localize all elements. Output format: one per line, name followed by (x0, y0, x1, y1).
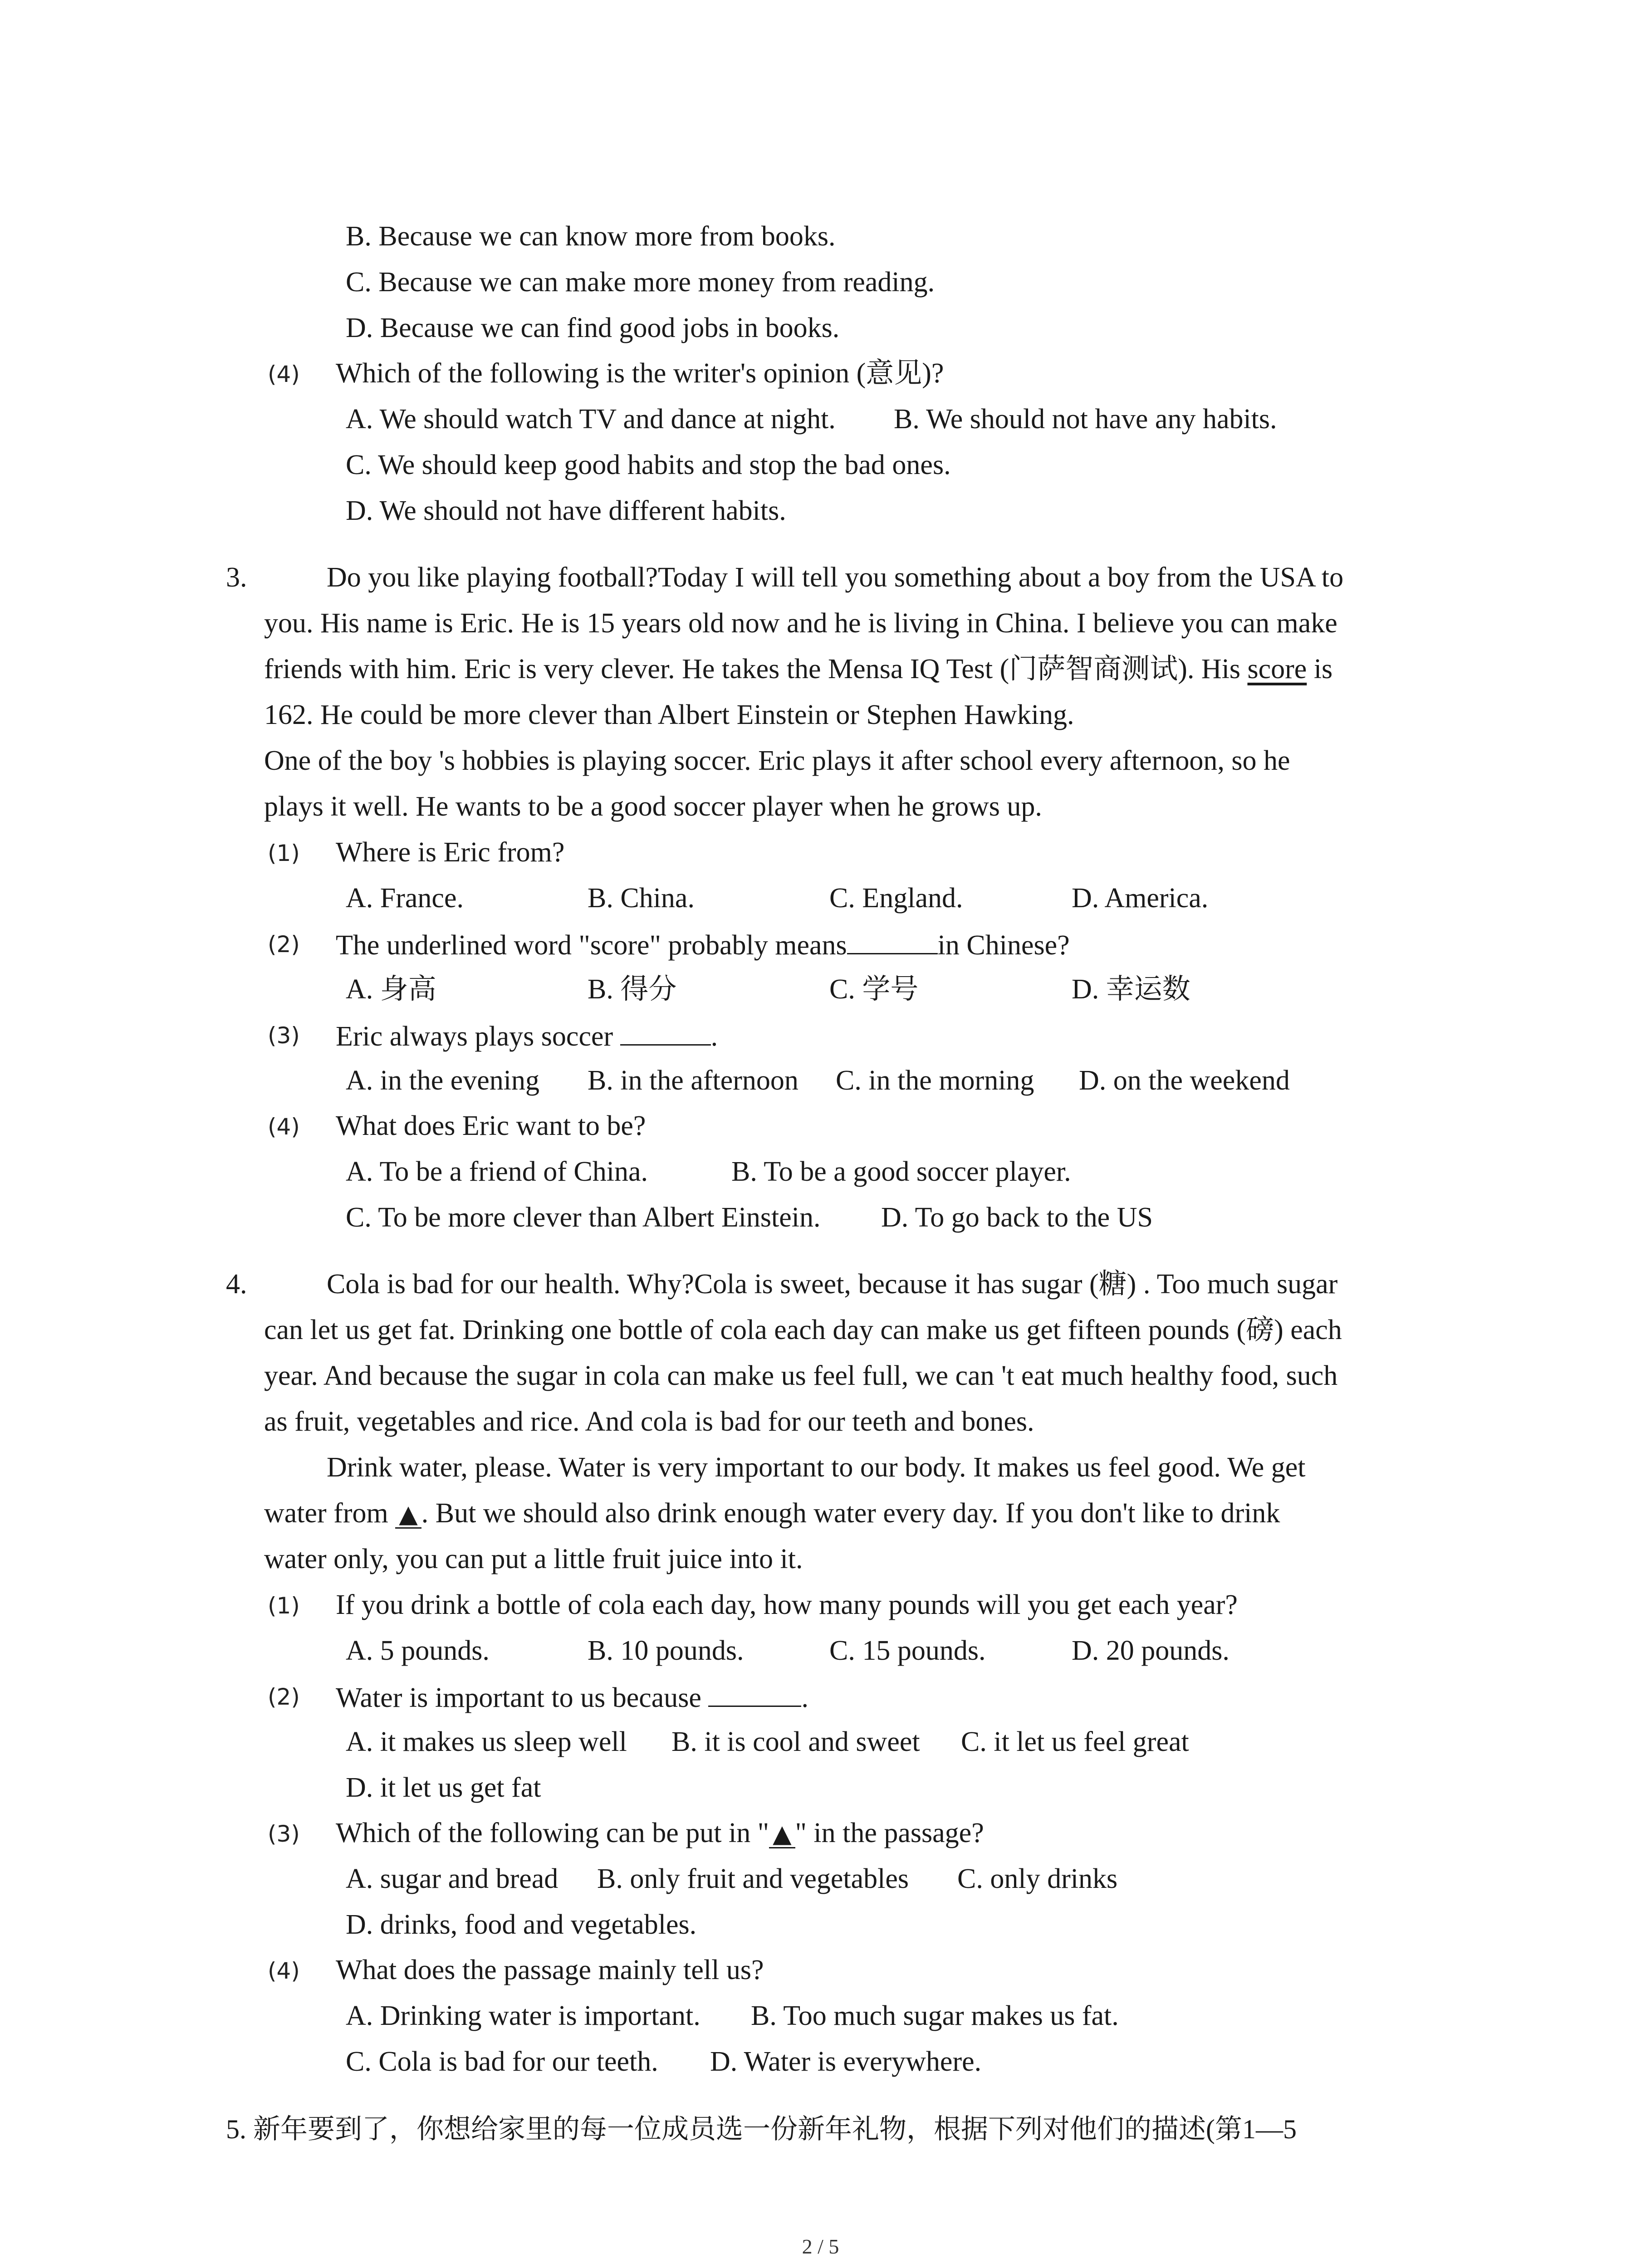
passage-4-number: 4. (226, 1269, 247, 1300)
answer-blank (708, 1682, 801, 1707)
option-3-2-a: A. 身高 (346, 974, 436, 1005)
triangle-icon: ▲ (773, 1819, 792, 1848)
option-4-2-c: C. it let us feel great (961, 1726, 1189, 1757)
passage-3-line: you. His name is Eric. He is 15 years old now and he is living in China. I believe you can make (264, 608, 1337, 639)
option-4-4-b: B. Too much sugar makes us fat. (751, 2000, 1119, 2031)
passage-4-line: Cola is bad for our health. Why?Cola is sweet, because it has sugar (糖) . Too much sugar (327, 1269, 1338, 1300)
passage-4-line (264, 1499, 1280, 1529)
passage-3-line: One of the boy 's hobbies is playing soccer. Eric plays it after school every afternoon, so he (264, 745, 1290, 776)
question-3-1-text: Where is Eric from? (336, 837, 565, 868)
question-4-1-text: If you drink a bottle of cola each day, how many pounds will you get each year? (336, 1589, 1238, 1620)
underlined-word-score: score (1247, 654, 1307, 684)
question-4-2-post: . (801, 1682, 808, 1713)
question-3-1-number: (1) (268, 840, 300, 866)
question-4-3-number: (3) (268, 1821, 300, 1847)
question-4-3-text (336, 1819, 984, 1848)
question-4-4-text: What does the passage mainly tell us? (336, 1955, 764, 1985)
question-3-2-number: (2) (268, 931, 300, 958)
passage-4-line: as fruit, vegetables and rice. And cola is bad for our teeth and bones. (264, 1406, 1034, 1437)
option-4-1-d: D. 20 pounds. (1072, 1635, 1230, 1666)
passage-3-number: 3. (226, 562, 247, 593)
option-2-3-d: D. Because we can find good jobs in books. (346, 313, 840, 343)
option-4-4-d: D. Water is everywhere. (710, 2046, 982, 2077)
passage-3-line: 162. He could be more clever than Albert Einstein or Stephen Hawking. (264, 699, 1074, 730)
option-2-3-b: B. Because we can know more from books. (346, 221, 836, 252)
question-5-intro: 5. 新年要到了，你想给家里的每一位成员选一份新年礼物，根据下列对他们的描述(第1—5 (226, 2114, 1297, 2144)
passage-4-line: Drink water, please. Water is very important to our body. It makes us feel good. We get (327, 1452, 1306, 1483)
question-2-4-text: Which of the following is the writer's opinion (意见)? (336, 358, 944, 389)
question-3-4-number: (4) (268, 1114, 300, 1140)
triangle-blank (395, 1499, 421, 1529)
question-4-3-pre: Which of the following can be put in " (336, 1818, 769, 1848)
option-3-3-d: D. on the weekend (1079, 1065, 1290, 1096)
option-3-2-d: D. 幸运数 (1072, 974, 1190, 1005)
option-2-4-b: B. We should not have any habits. (894, 404, 1277, 435)
option-3-2-b: B. 得分 (588, 974, 677, 1005)
passage-3-line (264, 655, 1332, 683)
question-4-2-text (336, 1682, 808, 1712)
question-3-4-text: What does Eric want to be? (336, 1110, 646, 1141)
option-4-4-c: C. Cola is bad for our teeth. (346, 2046, 658, 2077)
answer-blank (847, 929, 938, 954)
question-2-4-number: (4) (268, 361, 300, 387)
question-3-3-post: . (710, 1021, 718, 1052)
passage-3-line: plays it well. He wants to be a good soccer player when he grows up. (264, 791, 1042, 822)
option-3-4-d: D. To go back to the US (881, 1202, 1153, 1233)
option-4-2-d: D. it let us get fat (346, 1772, 541, 1803)
question-3-2-pre: The underlined word "score" probably means (336, 930, 847, 961)
option-4-2-b: B. it is cool and sweet (671, 1726, 920, 1757)
option-3-3-c: C. in the morning (836, 1065, 1034, 1096)
option-4-3-d: D. drinks, food and vegetables. (346, 1909, 697, 1940)
passage-3-text: is (1307, 654, 1333, 684)
question-4-4-number: (4) (268, 1958, 300, 1984)
option-3-1-a: A. France. (346, 883, 464, 914)
question-3-3-number: (3) (268, 1022, 300, 1049)
option-3-4-b: B. To be a good soccer player. (731, 1156, 1071, 1187)
passage-3-line: Do you like playing football?Today I will tell you something about a boy from the USA to (327, 562, 1344, 593)
passage-4-text: . But we should also drink enough water every day. If you don't like to drink (421, 1498, 1280, 1529)
option-2-4-a: A. We should watch TV and dance at night. (346, 404, 836, 435)
option-3-4-c: C. To be more clever than Albert Einstein. (346, 1202, 821, 1233)
question-3-2-post: in Chinese? (937, 930, 1070, 961)
option-2-4-d: D. We should not have different habits. (346, 495, 786, 526)
passage-4-line: water only, you can put a little fruit juice into it. (264, 1544, 803, 1574)
question-3-3-pre: Eric always plays soccer (336, 1021, 620, 1052)
option-3-2-c: C. 学号 (829, 974, 919, 1005)
passage-3-text: friends with him. Eric is very clever. He takes the Mensa IQ Test (门萨智商测试). His (264, 654, 1248, 684)
answer-blank (620, 1021, 711, 1046)
option-4-2-a: A. it makes us sleep well (346, 1726, 627, 1757)
option-4-3-b: B. only fruit and vegetables (597, 1863, 909, 1894)
option-3-4-a: A. To be a friend of China. (346, 1156, 648, 1187)
passage-4-text: water from (264, 1498, 396, 1529)
question-4-2-pre: Water is important to us because (336, 1682, 709, 1713)
option-4-1-c: C. 15 pounds. (829, 1635, 986, 1666)
option-4-3-c: C. only drinks (957, 1863, 1118, 1894)
option-3-1-d: D. America. (1072, 883, 1209, 914)
option-3-1-b: B. China. (588, 883, 695, 914)
option-2-4-c: C. We should keep good habits and stop the bad ones. (346, 450, 951, 480)
option-4-1-a: A. 5 pounds. (346, 1635, 490, 1666)
question-4-1-number: (1) (268, 1593, 300, 1619)
passage-4-line: can let us get fat. Drinking one bottle of cola each day can make us get fifteen pounds (磅) each (264, 1315, 1342, 1345)
page-number: 2 / 5 (802, 2235, 839, 2258)
option-3-1-c: C. England. (829, 883, 963, 914)
option-3-3-b: B. in the afternoon (588, 1065, 798, 1096)
passage-4-line: year. And because the sugar in cola can make us feel full, we can 't eat much healthy food, such (264, 1360, 1338, 1391)
option-4-1-b: B. 10 pounds. (588, 1635, 744, 1666)
question-4-2-number: (2) (268, 1684, 300, 1710)
question-3-2-text (336, 929, 1070, 959)
option-2-3-c: C. Because we can make more money from reading. (346, 267, 935, 298)
question-4-3-post: " in the passage? (795, 1818, 984, 1848)
triangle-blank (769, 1819, 795, 1848)
option-4-4-a: A. Drinking water is important. (346, 2000, 700, 2031)
question-3-3-text (336, 1021, 718, 1051)
option-4-3-a: A. sugar and bread (346, 1863, 558, 1894)
option-3-3-a: A. in the evening (346, 1065, 540, 1096)
triangle-icon: ▲ (399, 1500, 418, 1528)
